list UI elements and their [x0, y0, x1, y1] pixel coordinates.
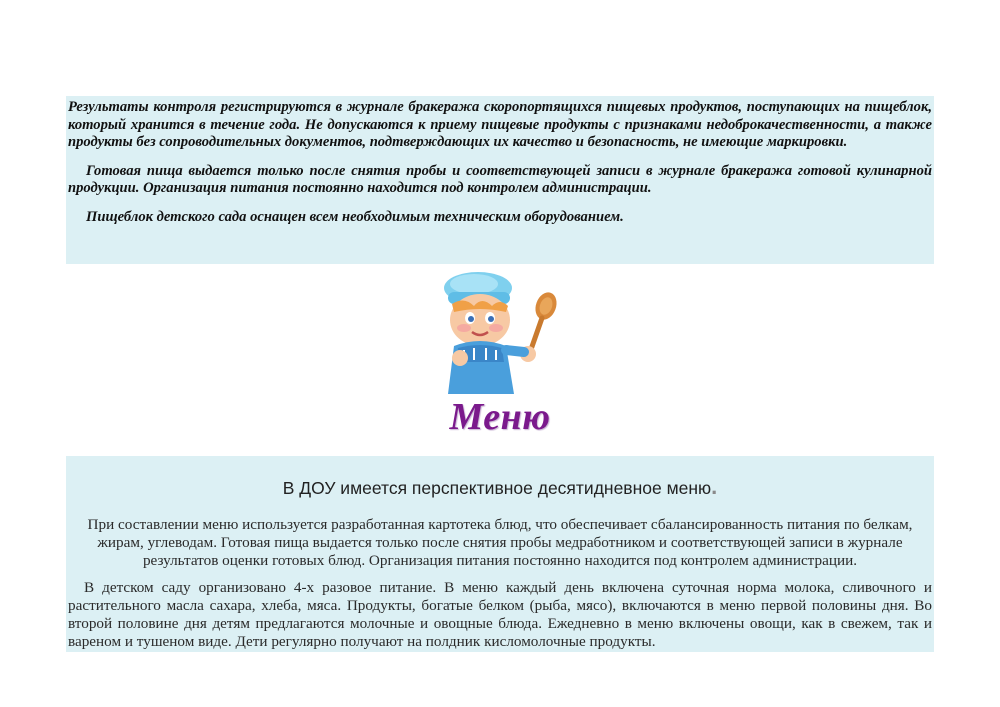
equipment-paragraph: Пищеблок детского сада оснащен всем необходимым техническим оборудованием.	[86, 208, 624, 225]
meal-schedule-paragraph: В детском саду организовано 4-х разовое питание. В меню каждый день включена суточная норма молока, сливочного и растительного масла сахара, хлеба, мяса. Продукты, богатые белком (рыба, мясо), включаются в меню первой половины дня. Во второй половине дня детям предлагаются молочные и овощные блюда. Ежедневно в меню включены овощи, как в свежем, так и вареном и тушеном виде. Дети регулярно получают на полдник кисломолочные продукты.	[68, 578, 932, 651]
menu-lead-dot: .	[711, 474, 718, 499]
bottom-info-block	[66, 456, 934, 652]
inspection-paragraph: Результаты контроля регистрируются в журнале бракеража скоропортящихся пищевых продуктов, поступающих на пищеблок, который хранится в течение года. Не допускаются к приему пищевые продукты с признаками недоброкачественности, а также продукты без сопроводительных документов, подтверждающих их качество и безопасность, не имеющие маркировки.	[68, 99, 932, 151]
menu-planning-paragraph: При составлении меню используется разработанная картотека блюд, что обеспечивает сбалансированность питания по белкам, жирам, углеводам. Готовая пища выдается только после снятия пробы медработником и соответствующей записи в журнале результатов оценки готовых блюд. Организация питания постоянно находится под контролем администрации.	[87, 516, 913, 570]
menu-lead-text: В ДОУ имеется перспективное десятидневное меню	[282, 478, 712, 498]
menu-heading: Меню	[449, 396, 551, 438]
top-info-block	[66, 96, 934, 264]
menu-lead	[68, 474, 932, 500]
ready-food-paragraph: Готовая пища выдается только после снятия пробы и соответствующей записи в журнале бракеража готовой кулинарной продукции. Организация питания постоянно находится под контролем администрации.	[68, 162, 932, 197]
chef-boy-with-spoon-icon	[434, 266, 568, 400]
